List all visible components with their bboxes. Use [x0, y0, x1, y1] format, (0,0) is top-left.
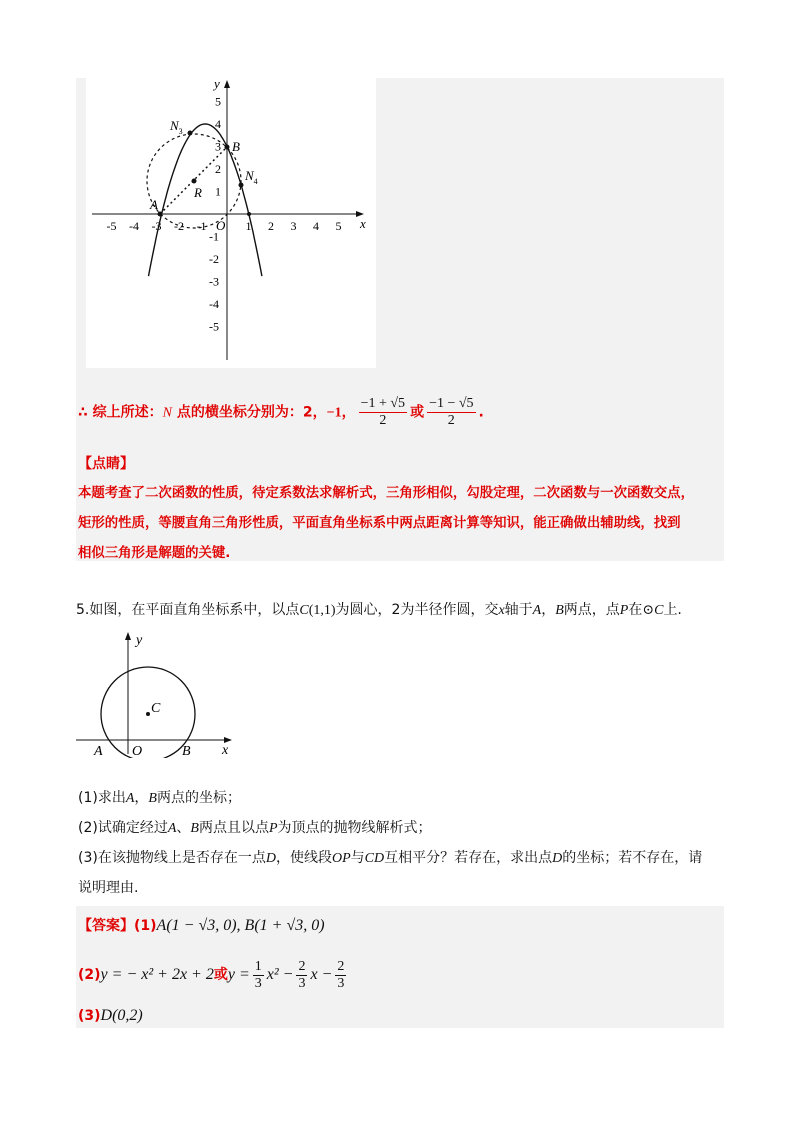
figure-circle: [74, 628, 244, 758]
y-tick-label: 3: [215, 139, 221, 154]
x-tick-label: 4: [313, 219, 319, 233]
label-r: R: [194, 185, 202, 200]
question-1: (1)求出A，B两点的坐标；: [78, 790, 241, 806]
y-tick-label: -1: [209, 229, 219, 244]
comment-line-2: 矩形的性质，等腰直角三角形性质，平面直角坐标系中两点距离计算等知识，能正确做出辅助线，找到: [78, 516, 681, 531]
x-tick-label: 1: [245, 219, 252, 233]
y-tick-label: -2: [209, 252, 219, 266]
label-a: A: [150, 197, 158, 212]
y-tick-label: -3: [209, 274, 219, 289]
x-tick-label: -1: [196, 219, 207, 233]
comment-title: 【点睛】: [78, 456, 134, 472]
y-tick-label: 4: [215, 117, 221, 131]
conclusion-line: ∴ 综上所述：N 点的横坐标分别为：2，−1， $\frac{-1 + √5}{2}$ 或 $\frac{-1 - √5}{2}$ .: [78, 396, 484, 428]
fig2-c-label: C: [151, 701, 161, 716]
x-tick-label: -4: [129, 219, 139, 233]
x-tick-label: -5: [106, 219, 117, 233]
question-3-cont: 说明理由.: [78, 880, 139, 896]
label-origin: O: [216, 218, 226, 233]
fig2-b-label: B: [182, 744, 191, 758]
question-2: (2)试确定经过A、B两点且以点P为顶点的抛物线解析式；: [78, 820, 432, 836]
y-tick-label: -4: [209, 297, 219, 311]
y-axis-label: y: [214, 78, 220, 91]
fig2-o-label: O: [132, 744, 143, 758]
x-tick-label: -2: [174, 219, 184, 233]
x-tick-label: 2: [268, 219, 274, 233]
comment-line-3: 相似三角形是解题的关键.: [78, 546, 231, 561]
fig2-a-label: A: [94, 744, 103, 758]
x-axis-label: x: [360, 216, 366, 231]
answer-3: (3)D(0,2): [78, 1007, 143, 1024]
y-tick-label: -5: [209, 319, 219, 334]
y-tick-label: 2: [215, 162, 221, 176]
problem-5-statement: 5.如图，在平面直角坐标系中，以点C(1,1)为圆心，2为半径作圆，交x轴于A，B两点，点P在⊙C上.: [76, 602, 682, 618]
x-tick-label: 5: [335, 219, 342, 233]
label-n3: $N_3$: [170, 118, 183, 136]
answer-2: (2)y = − x² + 2x + 2或y = $\frac{1}{3}$ x² − $\frac{2}{3}$ x − $\frac{2}{3}$: [78, 958, 345, 991]
fig2-y-label: y: [136, 633, 143, 648]
figure-parabola: [86, 78, 376, 368]
x-tick-label: 3: [290, 219, 297, 233]
y-tick-label: 5: [215, 94, 221, 109]
y-tick-label: 1: [215, 184, 221, 199]
x-tick-label: -3: [151, 219, 162, 233]
fig2-x-label: x: [222, 743, 229, 758]
label-n4: $N_4$: [245, 168, 258, 186]
question-3: (3)在该抛物线上是否存在一点D，使线段OP与CD互相平分？若存在，求出点D的坐标；若不存在，请: [78, 850, 703, 866]
comment-line-1: 本题考查了二次函数的性质，待定系数法求解析式，三角形相似，勾股定理，二次函数与一次函数交点，: [78, 486, 694, 501]
label-b: B: [232, 139, 240, 154]
answer-1: 【答案】(1)A(1 − √3, 0), B(1 + √3, 0): [78, 917, 325, 934]
